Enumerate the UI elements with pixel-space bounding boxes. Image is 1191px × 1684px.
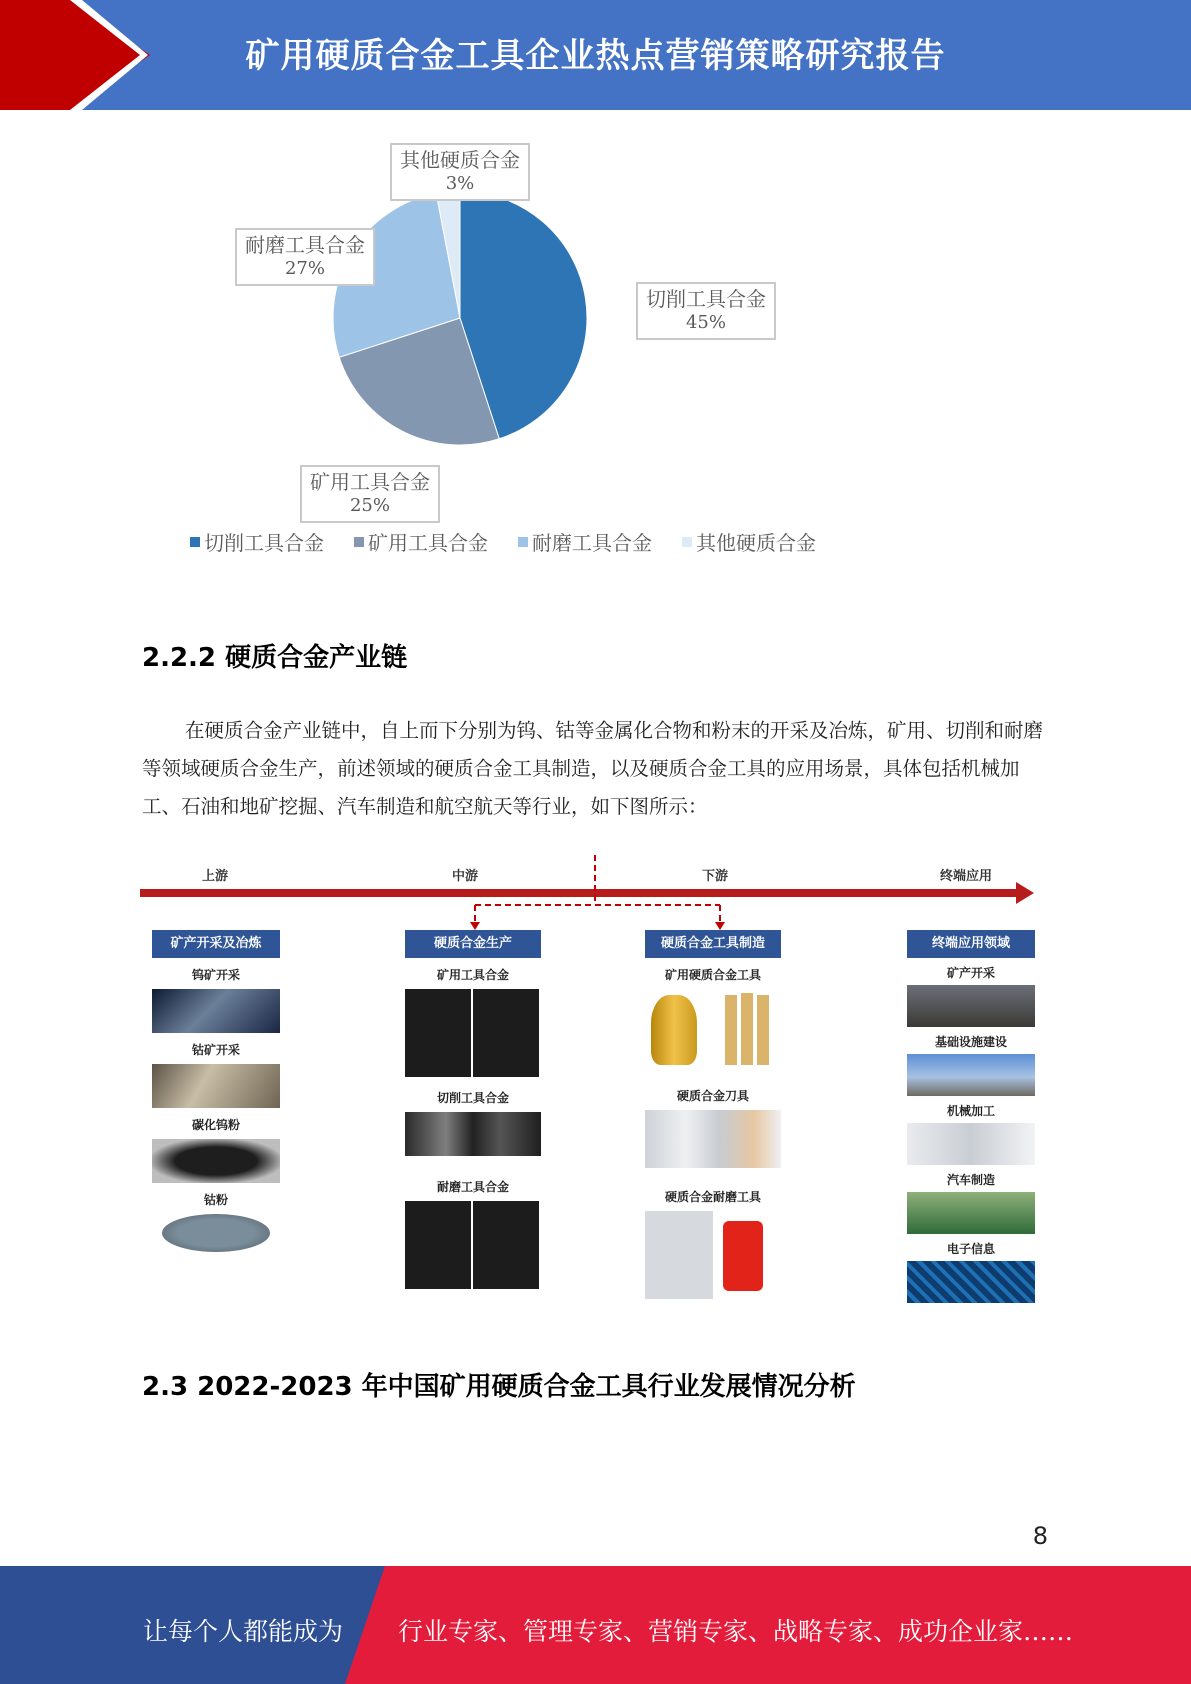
item-caption: 矿用工具合金	[436, 968, 509, 982]
stage-terminal: 终端应用	[940, 869, 993, 884]
footer-slogan-right: 行业专家、管理专家、营销专家、战略专家、成功企业家……	[398, 1617, 1074, 1646]
legend-item-mining	[354, 527, 488, 556]
item-caption: 机械加工	[946, 1104, 995, 1118]
stage-midstream: 中游	[452, 869, 479, 884]
item-caption: 钴粉	[203, 1193, 228, 1207]
mining-alloy-image	[405, 989, 541, 1077]
item-caption: 基础设施建设	[934, 1035, 1007, 1049]
chain-column-downstream	[645, 930, 781, 1299]
page-number: 8	[1032, 1522, 1048, 1550]
chain-column-terminal	[907, 930, 1035, 1303]
item-caption: 碳化钨粉	[191, 1118, 240, 1132]
item-caption: 硬质合金耐磨工具	[664, 1190, 761, 1204]
callout-cutting-label: 切削工具合金	[646, 287, 766, 311]
item-caption: 矿产开采	[946, 966, 995, 980]
item-caption: 钨矿开采	[191, 968, 240, 982]
legend-label-other: 其他硬质合金	[696, 531, 816, 555]
electronics-image	[907, 1261, 1035, 1303]
legend-label-cutting: 切削工具合金	[204, 531, 324, 555]
item-caption: 硬质合金刀具	[676, 1089, 749, 1103]
legend-label-mining: 矿用工具合金	[368, 531, 488, 555]
legend-item-cutting	[190, 527, 324, 556]
pie-chart	[180, 135, 820, 565]
callout-mining-value: 25%	[349, 495, 390, 516]
stage-downstream: 下游	[702, 869, 729, 884]
mining-scene-image	[907, 985, 1035, 1027]
cobalt-ore-image	[152, 1064, 280, 1108]
callout-mining	[300, 465, 440, 523]
callout-wear-label: 耐磨工具合金	[245, 233, 365, 257]
page-header	[0, 0, 1191, 110]
wear-alloy-image	[405, 1201, 541, 1289]
legend-item-wear	[518, 527, 652, 556]
callout-wear	[235, 228, 375, 286]
chain-column-midstream	[405, 930, 541, 1289]
stage-upstream: 上游	[202, 869, 229, 884]
page-footer	[0, 1566, 1191, 1684]
callout-cutting	[636, 282, 776, 340]
footer-slogan-left: 让每个人都能成为	[143, 1617, 344, 1646]
tungsten-carbide-powder-image	[152, 1139, 280, 1183]
item-caption: 切削工具合金	[436, 1091, 509, 1105]
item-caption: 电子信息	[946, 1242, 995, 1256]
column-head: 硬质合金生产	[405, 930, 541, 958]
column-head: 硬质合金工具制造	[645, 930, 781, 958]
midstream-bracket	[140, 855, 1040, 935]
legend-item-other	[682, 527, 816, 556]
chain-column-upstream	[152, 930, 280, 1252]
callout-other-label: 其他硬质合金	[400, 148, 520, 172]
callout-cutting-value: 45%	[685, 312, 726, 333]
callout-wear-value: 27%	[284, 258, 325, 279]
tungsten-ore-image	[152, 989, 280, 1033]
item-caption: 钴矿开采	[191, 1043, 240, 1057]
mining-tool-image	[645, 989, 781, 1073]
cutting-tool-image	[645, 1110, 781, 1168]
legend-label-wear: 耐磨工具合金	[532, 531, 652, 555]
callout-other	[390, 143, 530, 201]
callout-other-value: 3%	[445, 173, 475, 194]
body-paragraph: 在硬质合金产业链中，自上而下分别为钨、钴等金属化合物和粉末的开采及冶炼，矿用、切削和耐磨等领域硬质合金生产，前述领域的硬质合金工具制造，以及硬质合金工具的应用场景，具体包括机械加工、石油和地矿挖掘、汽车制造和航空航天等行业，如下图所示：	[142, 719, 1044, 818]
item-caption: 汽车制造	[946, 1173, 995, 1187]
section-heading-2-3: 2.3 2022-2023 年中国矿用硬质合金工具行业发展情况分析	[142, 1372, 856, 1402]
item-caption: 耐磨工具合金	[436, 1180, 509, 1194]
cobalt-powder-image	[162, 1214, 270, 1252]
cutting-alloy-image	[405, 1112, 541, 1156]
column-head: 矿产开采及冶炼	[152, 930, 280, 958]
machining-image	[907, 1123, 1035, 1165]
chart-legend	[190, 527, 816, 556]
infrastructure-image	[907, 1054, 1035, 1096]
industry-chain-diagram	[140, 855, 1040, 1305]
wear-tool-image	[645, 1211, 781, 1299]
column-head: 终端应用领域	[907, 930, 1035, 958]
automotive-image	[907, 1192, 1035, 1234]
section-heading-2-2-2: 2.2.2 硬质合金产业链	[142, 643, 408, 673]
callout-mining-label: 矿用工具合金	[310, 470, 430, 494]
report-title: 矿用硬质合金工具企业热点营销策略研究报告	[245, 36, 946, 76]
item-caption: 矿用硬质合金工具	[664, 968, 761, 982]
